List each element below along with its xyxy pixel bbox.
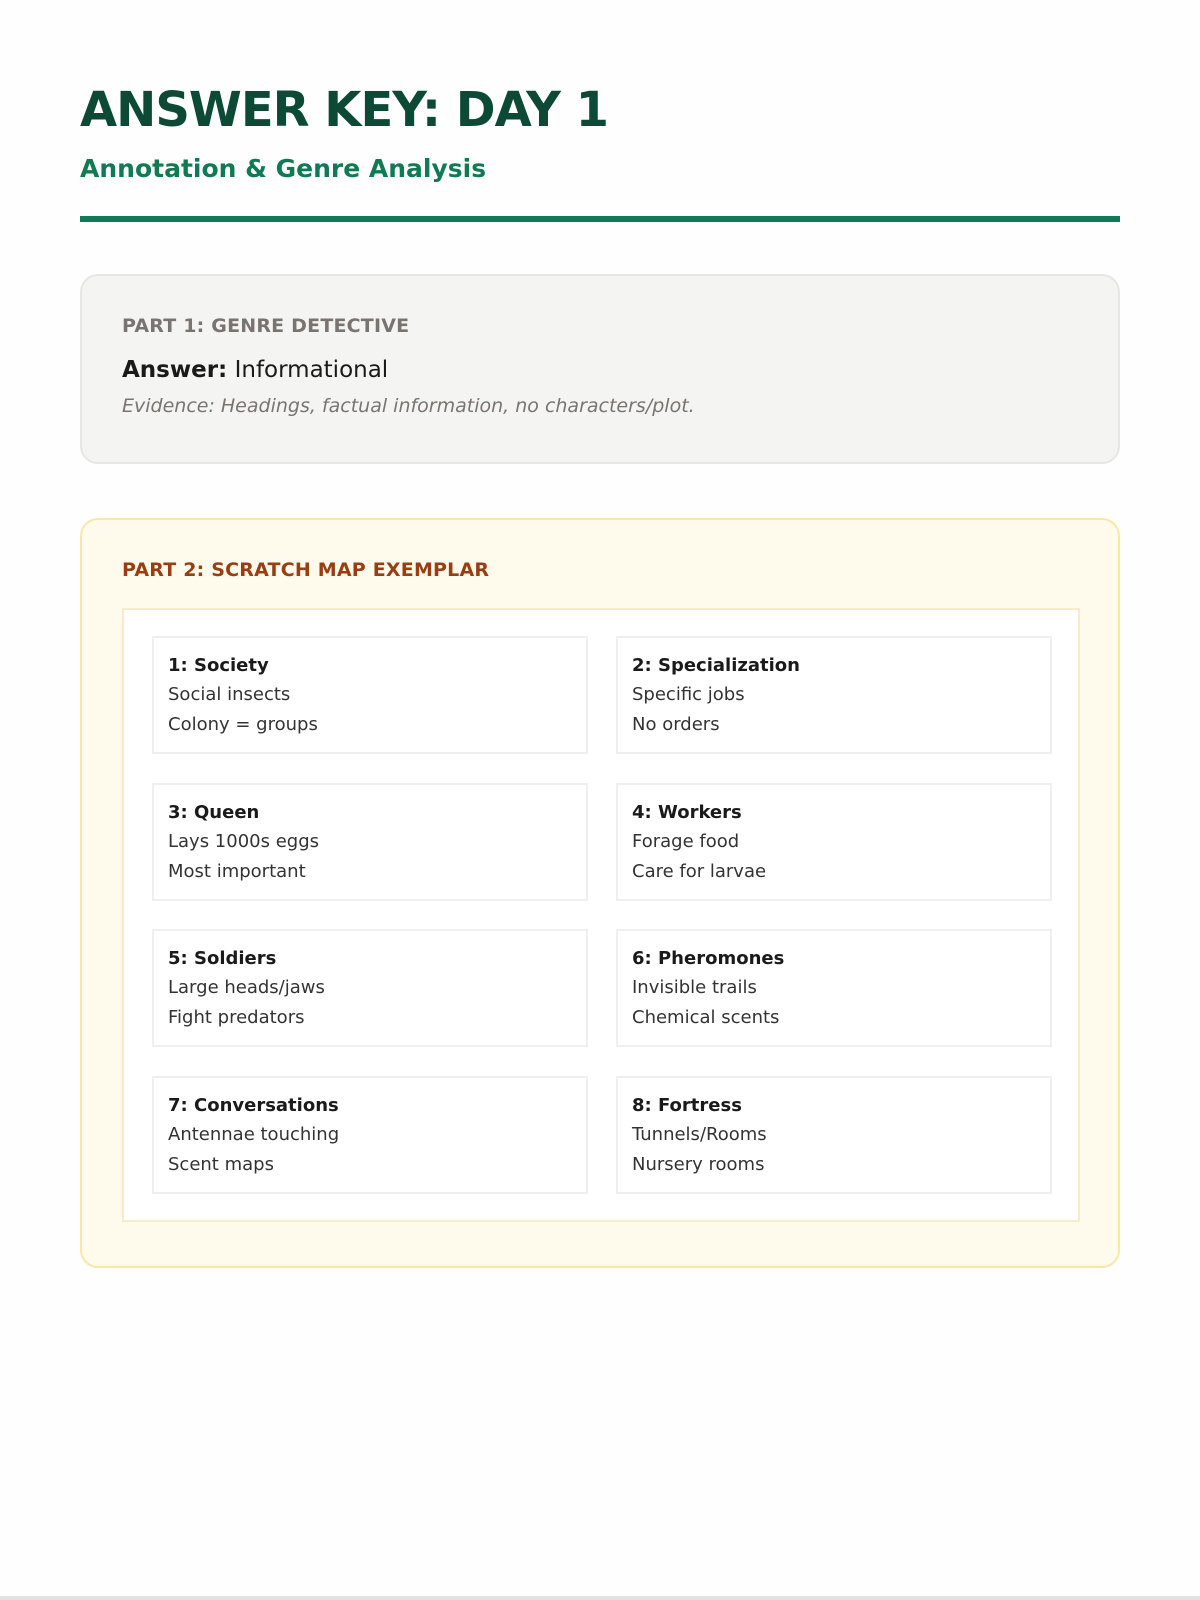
map-cell-note: Social insects	[168, 684, 291, 705]
map-cell-note: Chemical scents	[632, 1007, 780, 1028]
answer-value: Informational	[234, 357, 389, 383]
scratch-map-heading: PART 2: SCRATCH MAP EXEMPLAR	[122, 559, 490, 581]
map-cell-fortress	[616, 1076, 1052, 1194]
map-cell-conversations	[152, 1076, 588, 1194]
map-cell-queen	[152, 783, 588, 901]
genre-detective-heading: PART 1: GENRE DETECTIVE	[122, 315, 410, 337]
map-cell-title: 2: Specialization	[632, 655, 800, 676]
map-cell-note: No orders	[632, 714, 720, 735]
map-cell-note: Forage food	[632, 830, 740, 852]
page-title: ANSWER KEY: DAY 1	[80, 82, 609, 138]
map-cell-title: 7: Conversations	[168, 1094, 339, 1116]
map-cell-note: Care for larvae	[632, 860, 767, 882]
map-cell-note: Most important	[168, 860, 306, 882]
map-cell-note: Large heads/jaws	[168, 977, 325, 998]
map-cell-note: Specific jobs	[632, 684, 745, 705]
map-cell-soldiers	[152, 929, 588, 1047]
map-cell-note: Scent maps	[168, 1153, 274, 1175]
map-cell-title: 6: Pheromones	[632, 948, 785, 969]
map-cell-society	[152, 636, 588, 754]
map-cell-title: 8: Fortress	[632, 1094, 742, 1116]
page-bottom-edge	[0, 1596, 1200, 1600]
map-cell-note: Fight predators	[168, 1007, 305, 1028]
answer-line	[122, 356, 1078, 384]
map-cell-title: 4: Workers	[632, 801, 742, 823]
scratch-map-grid	[122, 608, 1080, 1222]
map-cell-title: 3: Queen	[168, 801, 260, 823]
map-cell-workers	[616, 783, 1052, 901]
map-cell-specialization	[616, 636, 1052, 754]
evidence-text: Evidence: Headings, factual information, no characters/plot.	[122, 395, 695, 417]
page-subtitle: Annotation & Genre Analysis	[80, 154, 487, 183]
scratch-map-card	[80, 518, 1120, 1268]
map-cell-pheromones	[616, 929, 1052, 1047]
map-cell-note: Colony = groups	[168, 714, 318, 735]
map-cell-note: Antennae touching	[168, 1123, 340, 1145]
map-cell-note: Nursery rooms	[632, 1153, 765, 1175]
header-divider	[80, 216, 1120, 222]
map-cell-note: Tunnels/Rooms	[632, 1123, 767, 1145]
answer-label: Answer:	[122, 357, 228, 383]
map-cell-note: Lays 1000s eggs	[168, 830, 320, 852]
map-cell-title: 1: Society	[168, 655, 269, 676]
genre-detective-card	[80, 274, 1120, 464]
map-cell-note: Invisible trails	[632, 977, 757, 998]
map-cell-title: 5: Soldiers	[168, 948, 277, 969]
